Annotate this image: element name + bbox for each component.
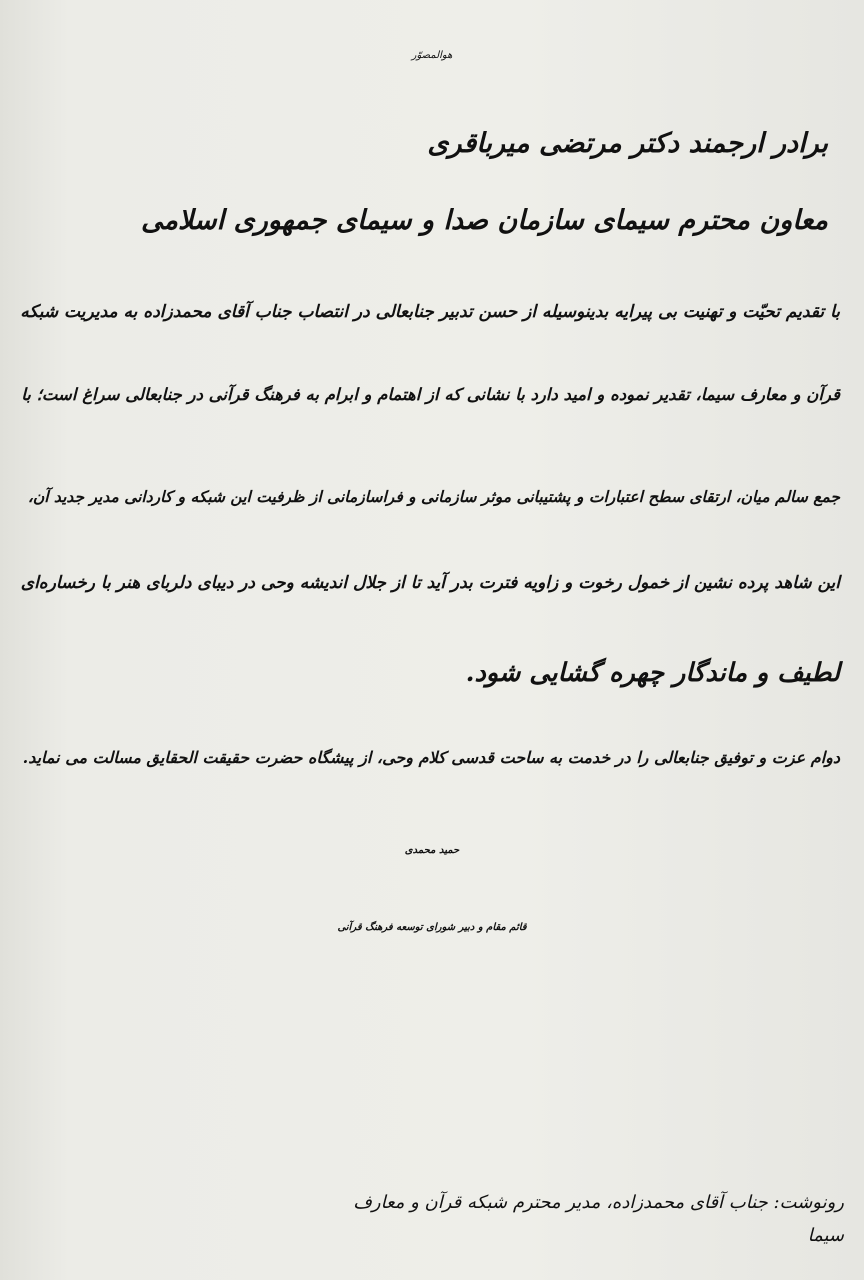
invocation-heading: هوالمصوّر — [411, 50, 453, 61]
addressee-title: معاون محترم سیمای سازمان صدا و سیمای جمهوری اسلامی — [140, 205, 828, 236]
addressee-name: برادر ارجمند دکتر مرتضی میرباقری — [427, 128, 828, 159]
signatory-title: قائم مقام و دبیر شورای توسعه فرهنگ قرآنی — [337, 922, 527, 933]
cc-line: رونوشت: جناب آقای محمدزاده، مدیر محترم شبکه قرآن و معارف — [353, 1192, 844, 1213]
signatory-name: حمید محمدی — [404, 845, 460, 856]
body-line: قرآن و معارف سیما، تقدیر نموده و امید دارد با نشانی که از اهتمام و ابرام به فرهنگ قرآنی در جنابعالی سراغ است؛ با — [21, 385, 840, 404]
body-line: جمع سالم میان، ارتقای سطح اعتبارات و پشتیبانی موثر سازمانی و فراسازمانی از ظرفیت این شبکه و کاردانی مدیر جدید آن، — [27, 487, 840, 506]
body-line: این شاهد پرده نشین از خمول رخوت و زاویه فترت بدر آید تا از جلال اندیشه وحی در دیبای دلربای هنر با رخساره‌ای — [20, 573, 840, 593]
cc-line: سیما — [807, 1225, 844, 1246]
body-line: لطیف و ماندگار چهره گشایی شود. — [465, 658, 840, 688]
closing-sentence: دوام عزت و توفیق جنابعالی را در خدمت به ساحت قدسی کلام وحی، از پیشگاه حضرت حقیقت الحقایق مسالت می نماید. — [22, 748, 840, 767]
body-line: با تقدیم تحیّت و تهنیت بی پیرایه بدینوسیله از حسن تدبیر جنابعالی در انتصاب جناب آقای محمدزاده به مدیریت شبکه — [20, 302, 840, 322]
